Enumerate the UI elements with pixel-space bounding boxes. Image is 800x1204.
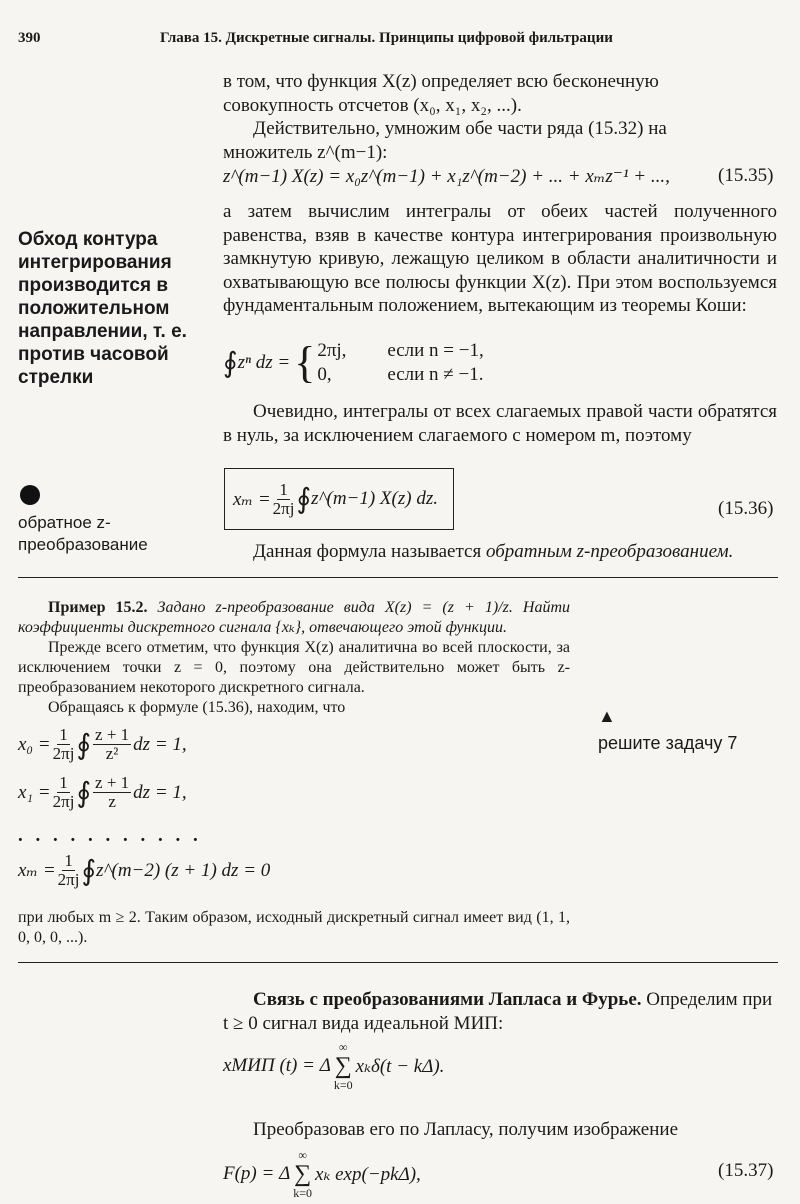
divider: [18, 577, 778, 578]
sum-icon: ∞ ∑ k=0: [293, 1148, 313, 1200]
intro-block: [223, 70, 777, 164]
case-2-value: 0,: [317, 364, 332, 385]
equation-x1: x₁ = $\frac{1}{2\pi j}$ ∮ $\frac{z + 1}{z}$ dz = 1,: [18, 773, 187, 811]
side-task-note: решите задачу 7: [598, 733, 738, 753]
contour-integral-icon: ∮: [296, 484, 312, 515]
paragraph-formula-name: Данная формула называется обратным z-преобразованием.: [253, 541, 734, 562]
ellipsis-row: . . . . . . . . . . .: [18, 825, 202, 846]
margin-note-inverse-z: обратное z-преобразование: [18, 513, 148, 554]
equation-15-37: F(p) = Δ ∞ ∑ k=0 xₖ exp(−pkΔ),: [223, 1148, 421, 1200]
example-conclusion: при любых m ≥ 2. Таким образом, исходный дискретный сигнал имеет вид (1, 1, 0, 0, 0, ...).: [18, 909, 570, 946]
chapter-title: Глава 15. Дискретные сигналы. Принципы цифровой фильтрации: [160, 30, 613, 46]
eq-15-36-lhs: xₘ =: [233, 488, 271, 510]
page-header: [0, 30, 800, 52]
term-inverse-z: обратным z-преобразованием.: [485, 541, 734, 562]
example-block: Пример 15.2. Задано z-преобразование вида X(z) = (z + 1)/z. Найти коэффициенты дискретного сигнала {xₖ}, отвечающего этой функции. Прежде всего отметим, что функция X(z) аналитична во всей плоскости, за исключением точки z = 0, поэтому она действительно может быть z-преобразованием некоторого дискретного сигнала. Обращаясь к формуле (15.36), находим, что: [18, 599, 571, 716]
page-number: 390: [18, 30, 41, 46]
equation-15-36-number: (15.36): [718, 498, 774, 519]
equation-15-35-number: (15.35): [718, 165, 774, 186]
example-p2: Обращаясь к формуле (15.36), находим, что: [48, 699, 346, 716]
eq-15-36-fraction: $\frac{1}{2\pi j}$: [272, 479, 295, 518]
sum-icon: ∞ ∑ k=0: [333, 1040, 353, 1092]
eq-15-36-rhs: z^(m−1) X(z) dz.: [311, 488, 438, 509]
margin-note-contour: Обход контура интегрирования производится в положительном направлении, т. е. против часовой стрелки: [18, 229, 187, 388]
equation-xm: xₘ = $\frac{1}{2\pi j}$ ∮ z^(m−2) (z + 1) dz = 0: [18, 851, 271, 889]
equation-x0: x₀ = $\frac{1}{2\pi j}$ ∮ $\frac{z + 1}{\text{z²}}$ dz = 1,: [18, 725, 187, 763]
cauchy-formula: ∮ zⁿ dz = { 2πj, если n = −1, 0, если n ≠ −1.: [223, 333, 547, 393]
laplace-title: Связь с преобразованиями Лапласа и Фурье.: [253, 989, 642, 1010]
equation-15-35: z^(m−1) X(z) = x₀z^(m−1) + x₁z^(m−2) + ... + xₘz⁻¹ + ...,: [223, 166, 670, 187]
contour-integral-icon: ∮: [81, 855, 97, 887]
example-title: Пример 15.2.: [48, 599, 148, 616]
case-1-condition: если n = −1,: [387, 340, 484, 361]
contour-integral-icon: ∮: [76, 777, 92, 809]
contour-integral-icon: ∮: [223, 348, 238, 379]
triangle-icon: ▲: [598, 706, 616, 726]
paragraph-obviously: Очевидно, интегралы от всех слагаемых правой части обратятся в нуль, за исключением слагаемого с номером m, поэтому: [223, 401, 777, 446]
equation-15-36-box: [224, 468, 454, 530]
equation-15-37-number: (15.37): [718, 1160, 774, 1181]
intro-line-1: в том, что функция X(z) определяет всю бесконечную: [223, 71, 659, 92]
divider: [18, 962, 778, 963]
equation-mip: xМИП (t) = Δ ∞ ∑ k=0 xₖδ(t − kΔ).: [223, 1040, 445, 1092]
contour-integral-icon: ∮: [76, 729, 92, 761]
laplace-paragraph: Преобразовав его по Лапласу, получим изображение: [253, 1119, 679, 1140]
example-p1: Прежде всего отметим, что функция X(z) аналитична во всей плоскости, за исключением точки z = 0, поэтому она действительно может быть z-преобразованием некоторого дискретного сигнала.: [18, 639, 570, 696]
laplace-line-2: t ≥ 0 сигнал вида идеальной МИП:: [223, 1012, 504, 1034]
intro-para2-line-2: множитель z^(m−1):: [223, 141, 388, 163]
intro-para2-line-1: Действительно, умножим обе части ряда (15.32) на: [253, 118, 667, 139]
case-1-value: 2πj,: [317, 340, 347, 361]
case-2-condition: если n ≠ −1.: [387, 364, 484, 385]
bullet-dot-icon: [20, 485, 40, 505]
laplace-section: Связь с преобразованиями Лапласа и Фурье. Определим при t ≥ 0 сигнал вида идеальной МИП:: [223, 988, 777, 1035]
paragraph-integrals: а затем вычислим интегралы от обеих частей полученного равенства, взяв в качестве контура интегрирования произвольную замкнутую кривую, лежащую целиком в области аналитичности и охватывающую все полюсы функции X(z). При этом воспользуемся фундаментальным положением, вытекающим из теоремы Коши:: [223, 201, 777, 316]
brace-icon: {: [294, 338, 316, 387]
intro-line-2: совокупность отсчетов (x₀, x₁, x₂, ...).: [223, 94, 522, 116]
